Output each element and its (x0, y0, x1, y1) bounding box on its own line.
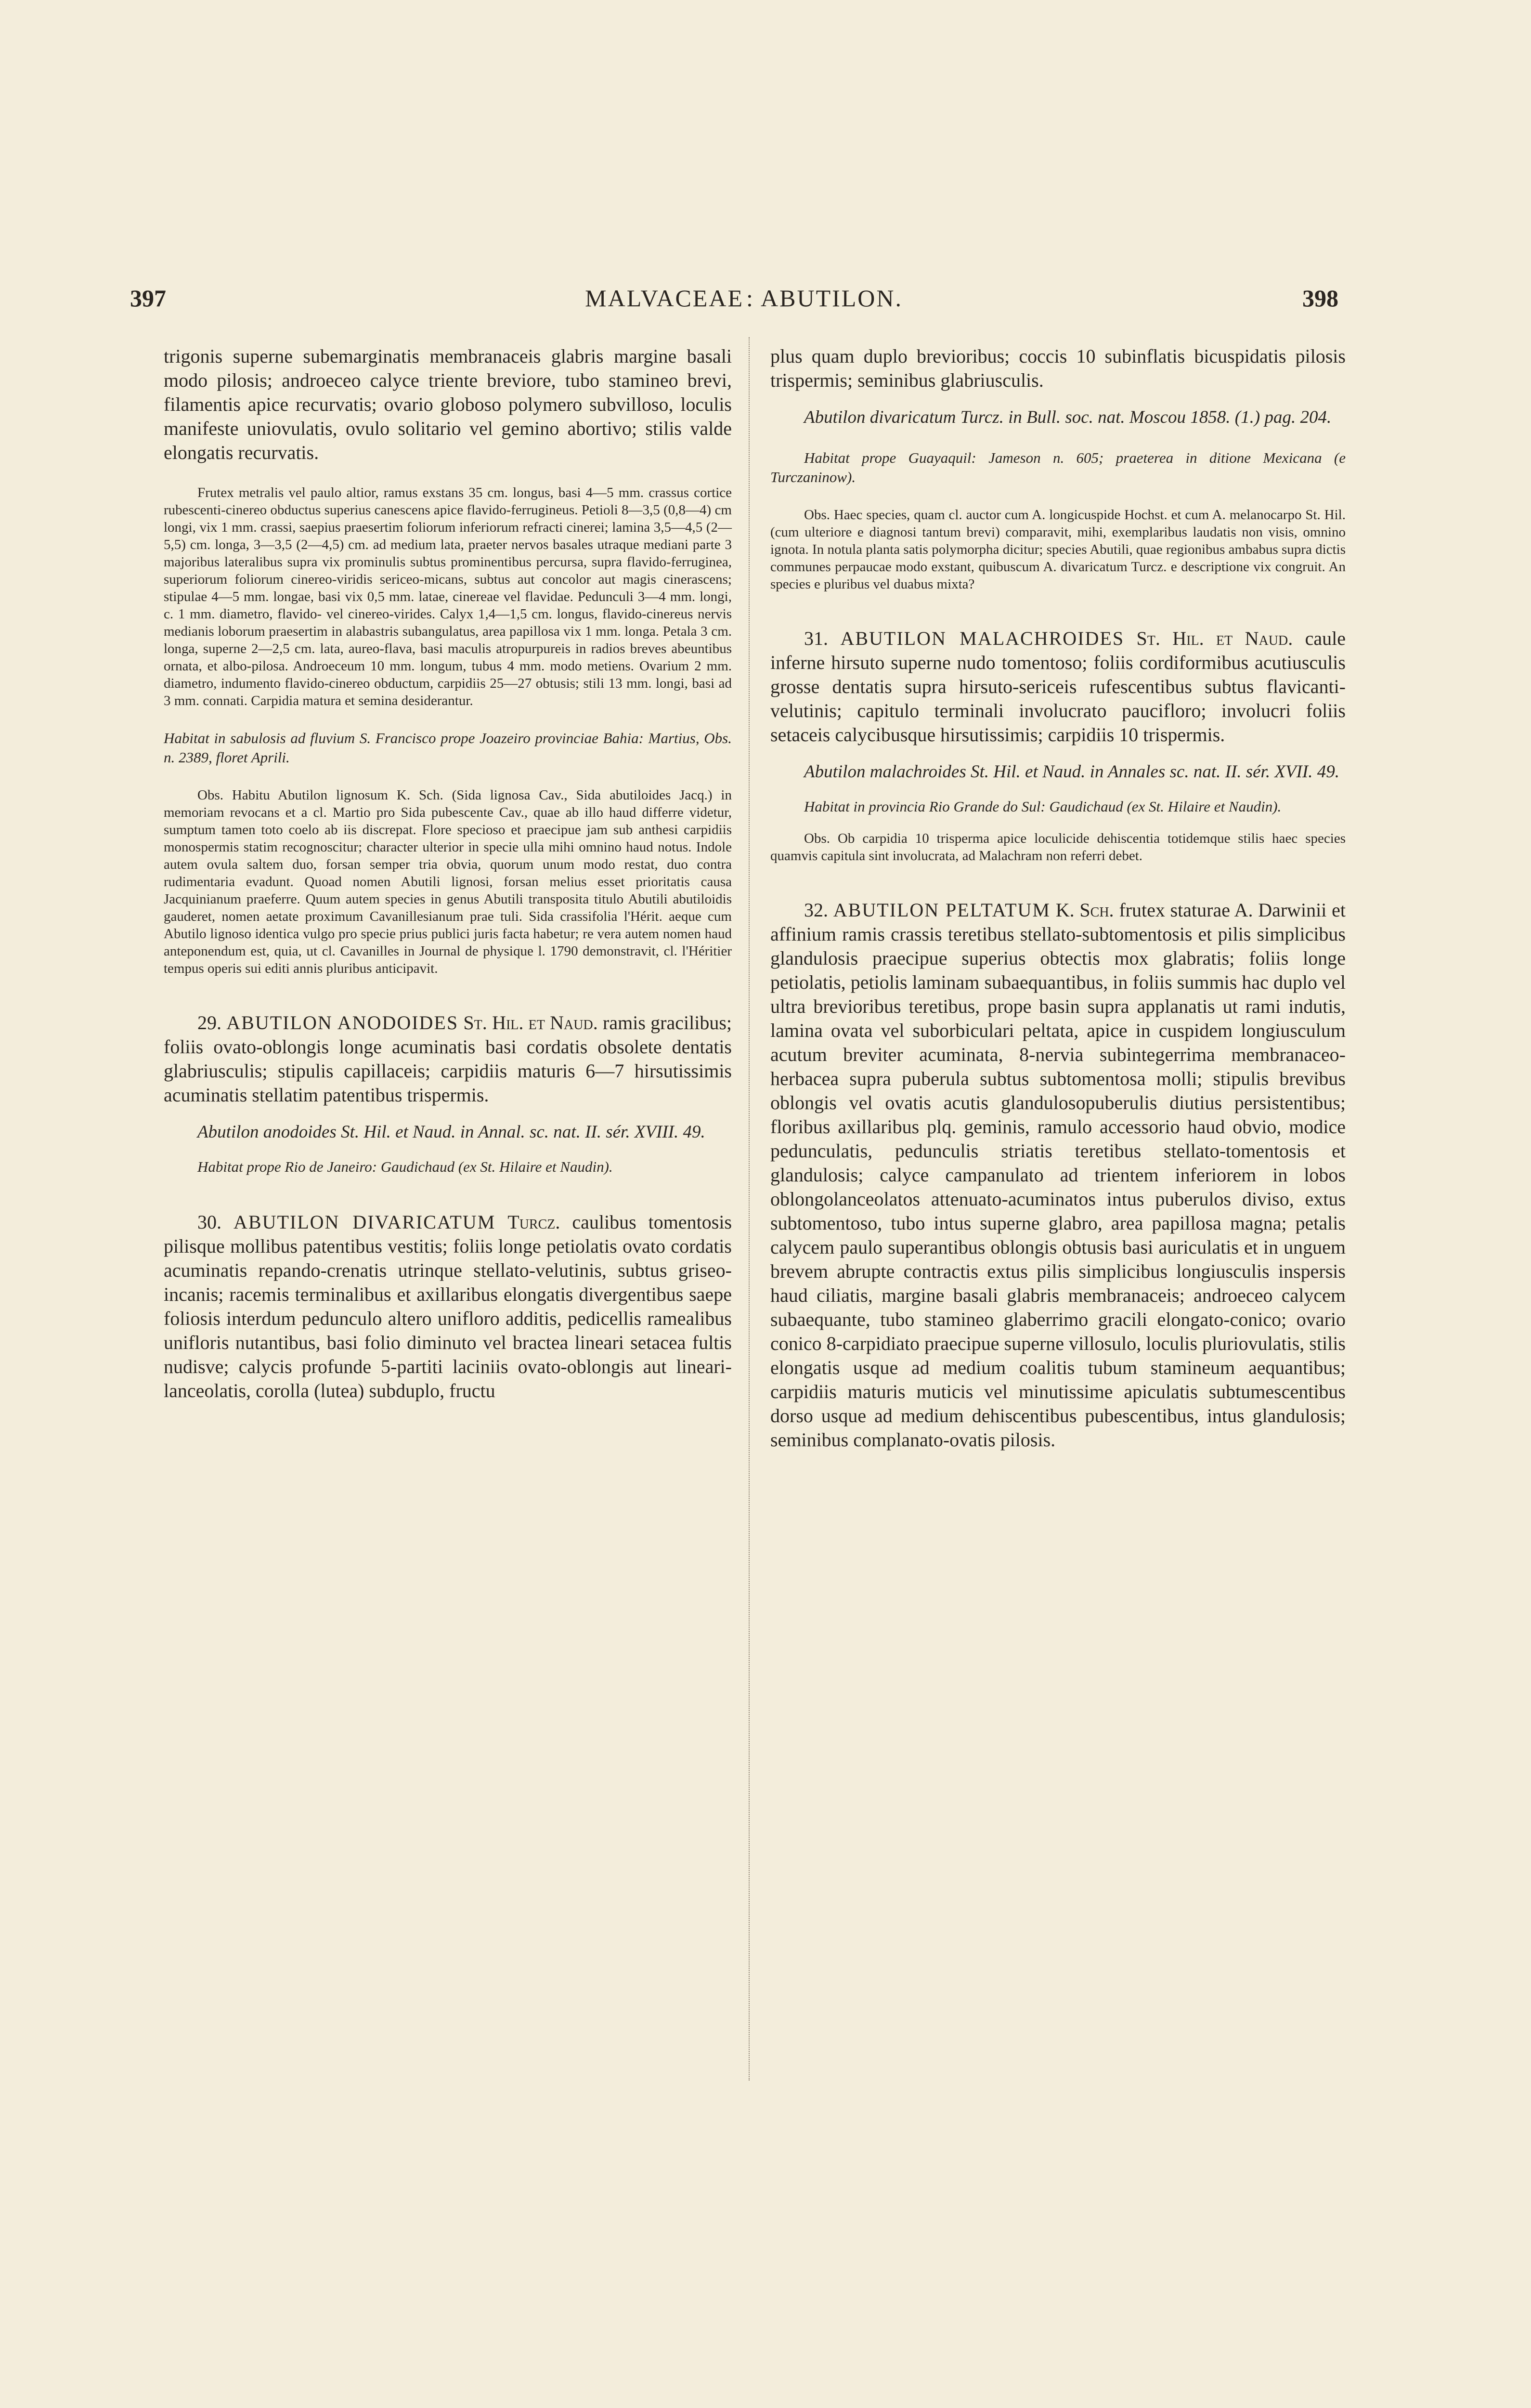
species-29-diagnosis: ramis gracilibus; foliis ovato-oblongis longe acuminatis basi cordatis obsolete dentatis glabriusculis; stipulis capillaceis; carpidiis maturis 6—7 hirsutissimis acuminatis stellatim patentibus trispermis. (164, 1012, 732, 1106)
species-32-name: ABUTILON PELTATUM (833, 899, 1051, 921)
right-page-number: 398 (1302, 285, 1338, 312)
continued-diagnosis: trigonis superne subemarginatis membranaceis glabris margine basali modo pilosis; androeceo calyce triente breviore, tubo stamineo brevi, filamentis apice recurvatis; ovario globoso polymero subvilloso, loculis manifeste uniovulatis, ovulo solitario vel gemino abortivo; stilis valde elongatis recurvatis. (164, 345, 732, 463)
column-divider (749, 337, 750, 2081)
species-30-citation: Abutilon divaricatum Turcz. in Bull. soc. nat. Moscou 1858. (1.) pag. 204. (804, 407, 1332, 427)
species-29-entry (164, 1011, 732, 1107)
species-29-name: ABUTILON ANODOIDES (226, 1012, 459, 1034)
right-column (770, 344, 1346, 1452)
species-31-number: 31. (804, 628, 828, 649)
species-30-entry (164, 1210, 732, 1403)
species-32-entry (770, 898, 1346, 1452)
species-29-author: St. Hil. et Naud. (463, 1012, 598, 1034)
species-31-observation: Obs. Ob carpidia 10 trisperma apice loculicide dehiscentia totidemque stilis haec species quamvis capitula sint involucrata, ad Malachram non referri debet. (770, 831, 1346, 864)
species-31-entry (770, 627, 1346, 747)
species-description: Frutex metralis vel paulo altior, ramus exstans 35 cm. longus, basi 4—5 mm. crassus cortice rubescenti-cinereo obductus superius canescens apice flavido-ferrugineus. Petioli 8—3,5 (0,8—4) cm longi, vix 1 mm. crassi, saepius praesertim foliorum inferiorum refracti cinerei; lamina 3,5—4,5 (2—5,5) cm. longa, 3—3,5 (2—4,5) cm. ad medium lata, praeter nervos basales utraque mediani parte 3 majoribus lateralibus supra vix prominulis subtus prominentibus percursa, supra flavido-ferruginea, superiorum foliorum cinereo-viridis sericeo-micans, subtus aut concolor aut magis cinerascens; stipulae 4—5 mm. longae, basi vix 0,5 mm. latae, cinereae vel flavidae. Pedunculi 3—4 mm. longi, c. 1 mm. diametro, flavido- vel cinereo-virides. Calyx 1,4—1,5 cm. longus, flavido-cinereus nervis medianis loborum praesertim in alabastris subangulatus, area papillosa vix 1 mm. longa. Petala 3 cm. longa, superne 2—2,5 cm. lata, aureo-flava, basi maculis atropurpureis in radios breves abeuntibus ornata, et albo-pilosa. Androeceum 10 mm. longum, tubus 4 mm. modo metiens. Ovarium 2 mm. diametro, indumento flavido-cinereo obductum, carpidiis 25—27 obtusis; stili 13 mm. longi, basi ad 3 mm. connati. Carpidia matura et semina desiderantur. (164, 485, 732, 708)
species-32-author: K. Sch. (1055, 899, 1114, 921)
species-30-author: Turcz. (507, 1211, 560, 1233)
species-29-citation: Abutilon anodoides St. Hil. et Naud. in Annal. sc. nat. II. sér. XVIII. 49. (197, 1122, 705, 1142)
running-title-colon: : (746, 285, 753, 312)
running-title-family: MALVACEAE (585, 285, 744, 312)
observation-note: Obs. Habitu Abutilon lignosum K. Sch. (Sida lignosa Cav., Sida abutiloides Jacq.) in memoriam revocans et a cl. Martio pro Sida pubescente Cav., quae ab illo haud differre videtur, sumptum tamen toto coelo ab iis discrepat. Flore specioso et praecipue jam sub anthesi carpidiis monospermis statim recognoscitur; character ulterior in specie ulla mihi omnino haud notus. Indole autem ovula saltem duo, forsan semper tria obvia, quorum unum modo restat, duo contra rudimentaria evadunt. Quoad nomen Abutili lignosi, forsan melius esset prioritatis causa Jacquinianum praeferre. Quum autem species in genus Abutili transposita titulo Abutili abutiloidis gauderet, nomen aetate proximum Cavanillesianum prae tuli. Sida crassifolia l'Hérit. aeque cum Abutilo lignoso identica vulgo pro specie prius publici juris facta habetur; re vera autem nomen haud anteponendum est, quia, ut cl. Cavanilles in Journal de physique l. 1790 demonstravit, cl. l'Héritier tempus operis sui editi annis pluribus anticipavit. (164, 787, 732, 976)
species-30-habitat: Habitat prope Guayaquil: Jameson n. 605; praeterea in ditione Mexicana (e Turczaninow). (770, 449, 1346, 485)
species-29-number: 29. (197, 1012, 221, 1034)
species-30-diagnosis: caulibus tomentosis pilisque mollibus patentibus vestitis; foliis longe petiolatis ovato cordatis acuminatis repando-crenatis utrinque stellato-velutinis, subtus griseo-incanis; racemis terminalibus et axillaribus elongatis divergentibus saepe foliosis interdum pedunculo altero unifloro additis, pedicellis ramealibus unifloris nutantibus, basi folio diminuto vel bractea lineari setacea fultis nudisve; calycis profunde 5-partiti laciniis ovato-oblongis aut lineari-lanceolatis, corolla (lutea) subduplo, fructu (164, 1211, 732, 1401)
species-31-name: ABUTILON MALACHROIDES (840, 628, 1125, 649)
left-page-number: 397 (130, 285, 166, 312)
species-32-diagnosis: frutex staturae A. Darwinii et affinium ramis crassis teretibus stellato-subtomentosis et pilis simplicibus glandulosis praecipue superius obtectis mox glabratis; foliis longe petiolatis, petiolis laminam subaequantibus, in foliis summis hac duplo vel ultra brevioribus teretibus, prope basin supra applanatis ut rami indutis, lamina ovata vel suborbiculari peltata, apice in cuspidem longiusculum acutum breviter acuminata, 8-nervia subintegerrima membranaceo-herbacea supra puberula subtus subtomentosa molli; stipulis brevibus oblongis vel ovatis acutis glandulosopuberulis diutius persistentibus; floribus axillaribus plq. geminis, ramulo accessorio haud obvio, modice pedunculatis, pedunculis striatis teretibus stellato-tomentosis et glandulosis; calyce campanulato ad trientem inferiorem in lobos oblongolanceolatos attenuato-acuminatos intus puberulos diviso, extus subtomentoso, tubo intus superne glabro, area papillosa magna; petalis calycem paulo superantibus oblongis obtusis basi auriculatis et in unguem brevem abrupte contractis extus pilis simplicibus longiusculis inspersis haud ciliatis, margine basali glabris membranaceis; androeceo calycem subaequante, tubo stamineo glaberrimo gracili elongato-conico; ovario conico 8-carpidiato praecipue superne villosulo, loculis pluriovulatis, stilis elongatis usque ad medium coalitis tubum stamineum aequantibus; carpidiis maturis muticis vel minutissime apiculatis subtumescentibus dorso usque ad medium dehiscentibus pubescentibus, intus glandulosis; seminibus complanato-ovatis pilosis. (770, 899, 1346, 1451)
species-30-observation: Obs. Haec species, quam cl. auctor cum A. longicuspide Hochst. et cum A. melanocarpo St. Hil. (cum ulteriore e diagnosi tantum brevi) comparavit, mihi, exemplaribus laudatis non visis, omnino ignota. In notula planta satis polymorpha dicitur; species Abutili, quae regionibus ambabus supra dictis communes perpaucae modo exstant, quibuscum A. divaricatum Turcz. e descriptione vix congruit. An species e pluribus vel duabus mixta? (770, 507, 1346, 592)
species-30-number: 30. (197, 1211, 221, 1233)
page-header (0, 284, 1531, 327)
species-31-citation: Abutilon malachroides St. Hil. et Naud. in Annales sc. nat. II. sér. XVII. 49. (804, 762, 1339, 782)
species-31-habitat: Habitat in provincia Rio Grande do Sul: Gaudichaud (ex St. Hilaire et Naudin). (804, 798, 1282, 815)
habitat-note: Habitat in sabulosis ad fluvium S. Francisco prope Joazeiro provinciae Bahia: Martius, Obs. n. 2389, floret Aprili. (164, 730, 732, 766)
species-31-diagnosis: caule inferne hirsuto superne nudo tomentoso; foliis cordiformibus acutiusculis grosse dentatis supra hirsuto-sericeis rufescentibus subtus flavicanti-velutinis; capitulo terminali involucrato paucifloro; involucri foliis setaceis calycibusque hirsutissimis; carpidiis 10 trispermis. (770, 628, 1346, 746)
species-31-author: St. Hil. et Naud. (1136, 628, 1293, 649)
species-30-continued: plus quam duplo brevioribus; coccis 10 subinflatis bicuspidatis pilosis trispermis; seminibus glabriusculis. (770, 345, 1346, 391)
running-title-genus: ABUTILON. (761, 285, 903, 312)
species-29-habitat: Habitat prope Rio de Janeiro: Gaudichaud (ex St. Hilaire et Naudin). (197, 1158, 613, 1175)
species-32-number: 32. (804, 899, 828, 921)
species-30-name: ABUTILON DIVARICATUM (234, 1211, 496, 1233)
left-column (164, 344, 732, 1403)
